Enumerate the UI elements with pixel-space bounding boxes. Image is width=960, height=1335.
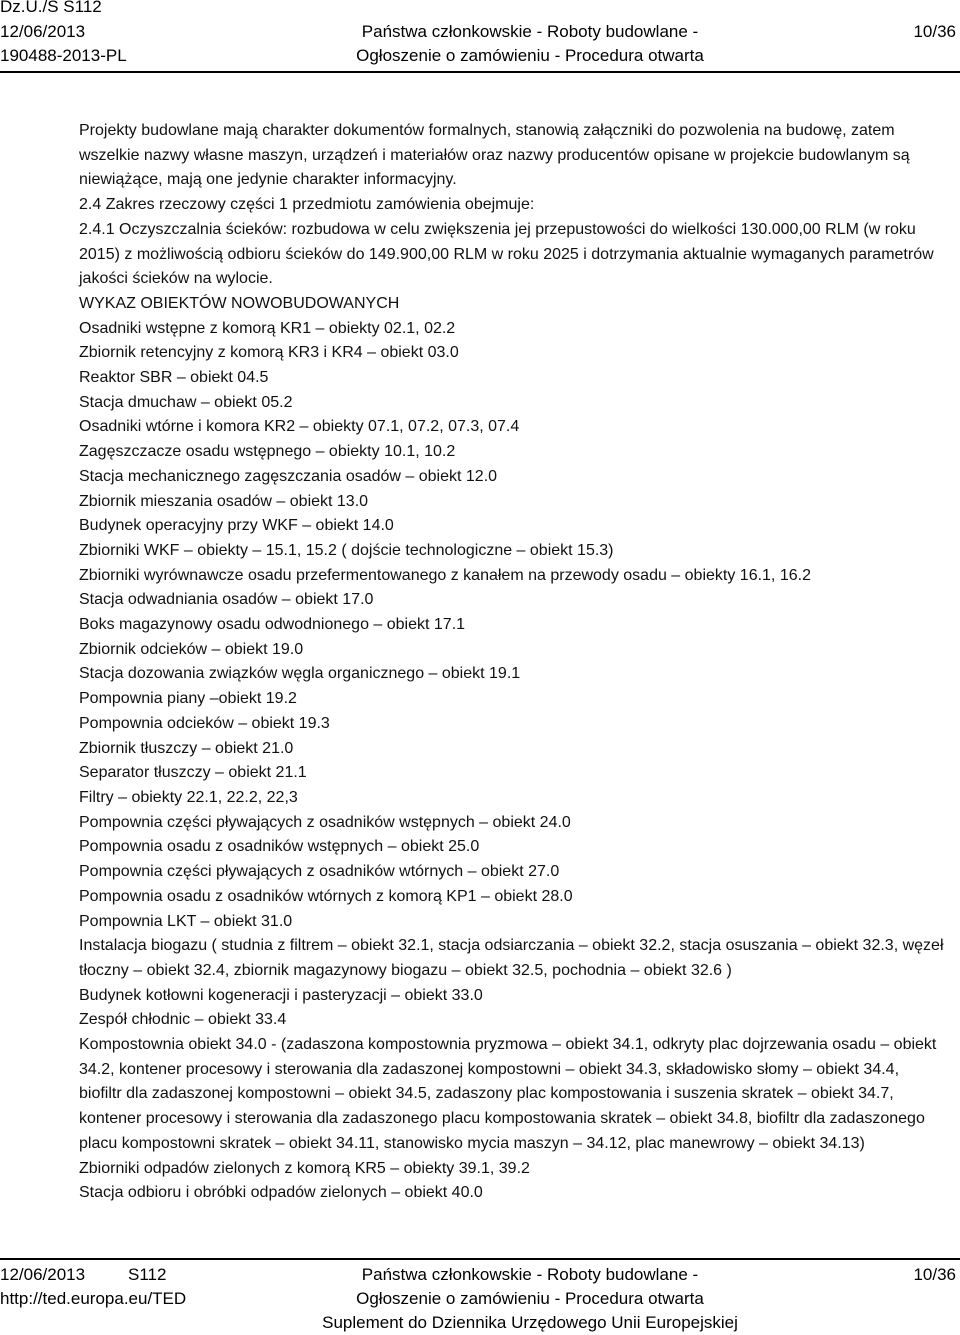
list-item: Instalacja biogazu ( studnia z filtrem – obiekt 32.1, stacja odsiarczania – obiekt 32.2, stacja osuszania – obiekt 32.3, węzeł tłoczny – obiekt 32.4, zbiornik magazynowy biogazu – obiekt 32.5, pochodnia – obiekt 32.6 ) [79, 937, 944, 979]
list-item: Kompostownia obiekt 34.0 - (zadaszona kompostownia pryzmowa – obiekt 34.1, odkryty plac dojrzewania osadu – obiekt 34.2, kontener procesowy i sterowania dla zadaszonej kompostowni – obiekt 34.3, składowisko słomy – obiekt 34.4, biofiltr dla zadaszonej kompostowni – obiekt 34.5, zadaszony plac kompostowania i suszenia skratek – obiekt 34.7, kontener procesowy i sterowania dla zadaszonego placu kompostowania skratek – obiekt 34.8, biofiltr dla zadaszonego placu kompostowni skratek – obiekt 34.11, stanowisko mycia maszyn – 34.12, plac manewrowy – obiekt 34.13) [79, 1036, 937, 1152]
list-item: Zbiornik odcieków – obiekt 19.0 [79, 640, 304, 658]
footer-series: S112 [128, 1265, 167, 1284]
footer-title-line1: Państwa członkowskie - Roboty budowlane - [361, 1265, 699, 1284]
footer-date: 12/06/2013 [0, 1265, 86, 1284]
header-title-line1: Państwa członkowskie - Roboty budowlane - [361, 22, 699, 41]
list-item: Pompownia części pływających z osadników wtórnych – obiekt 27.0 [79, 863, 560, 881]
list-item: Pompownia piany –obiekt 19.2 [79, 690, 297, 708]
list-item: Zbiornik tłuszczy – obiekt 21.0 [79, 739, 294, 757]
footer-title-line2: Ogłoszenie o zamówieniu - Procedura otwarta [356, 1289, 704, 1308]
list-heading: WYKAZ OBIEKTÓW NOWOBUDOWANYCH [79, 294, 400, 312]
list-item: Stacja dozowania związków węgla organicznego – obiekt 19.1 [79, 665, 521, 683]
subsection-paragraph: 2.4.1 Oczyszczalnia ścieków: rozbudowa w celu zwiększenia jej przepustowości do wielkości 130.000,00 RLM (w roku 2015) z możliwością odbioru ścieków do 149.900,00 RLM w roku 2025 i dotrzymania aktualnie wymaganych parametrów jakości ścieków na wylocie. [79, 220, 934, 288]
list-item: Stacja mechanicznego zagęszczania osadów – obiekt 12.0 [79, 467, 498, 485]
header-page-number: 10/36 [913, 22, 956, 41]
list-item: Budynek kotłowni kogeneracji i pasteryzacji – obiekt 33.0 [79, 986, 483, 1004]
section-heading: 2.4 Zakres rzeczowy części 1 przedmiotu zamówienia obejmuje: [79, 196, 535, 214]
footer-page-number: 10/36 [913, 1265, 956, 1284]
list-item: Separator tłuszczy – obiekt 21.1 [79, 764, 307, 782]
object-list [79, 317, 945, 1206]
list-item: Reaktor SBR – obiekt 04.5 [79, 369, 269, 387]
list-item: Pompownia LKT – obiekt 31.0 [79, 912, 293, 930]
header-rule [0, 71, 960, 73]
list-item: Zbiorniki WKF – obiekty – 15.1, 15.2 ( dojście technologiczne – obiekt 15.3) [79, 541, 614, 559]
list-item: Zbiorniki wyrównawcze osadu przefermentowanego z kanałem na przewody osadu – obiekty 16.1, 16.2 [79, 566, 811, 584]
journal-ref: Dz.U./S S112 [0, 0, 102, 16]
footer-url[interactable]: http://ted.europa.eu/TED [0, 1289, 187, 1308]
list-item: Zbiorniki odpadów zielonych z komorą KR5 – obiekty 39.1, 39.2 [79, 1159, 530, 1177]
header-date: 12/06/2013 [0, 22, 86, 41]
list-item: Budynek operacyjny przy WKF – obiekt 14.0 [79, 517, 394, 535]
list-item: Stacja dmuchaw – obiekt 05.2 [79, 393, 293, 411]
list-item: Osadniki wtórne i komora KR2 – obiekty 07.1, 07.2, 07.3, 07.4 [79, 418, 520, 436]
list-item: Pompownia osadu z osadników wtórnych z komorą KP1 – obiekt 28.0 [79, 887, 573, 905]
footer-rule [0, 1258, 960, 1260]
notice-number: 190488-2013-PL [0, 46, 127, 65]
list-item: Stacja odbioru i obróbki odpadów zielonych – obiekt 40.0 [79, 1184, 483, 1202]
document-body [79, 119, 945, 1206]
list-item: Zbiornik mieszania osadów – obiekt 13.0 [79, 492, 369, 510]
list-item: Boks magazynowy osadu odwodnionego – obiekt 17.1 [79, 616, 466, 634]
list-item: Pompownia odcieków – obiekt 19.3 [79, 714, 330, 732]
list-item: Zespół chłodnic – obiekt 33.4 [79, 1011, 287, 1029]
footer-supplement: Suplement do Dziennika Urzędowego Unii Europejskiej [322, 1313, 738, 1332]
list-item: Pompownia części pływających z osadników wstępnych – obiekt 24.0 [79, 813, 571, 831]
list-item: Zbiornik retencyjny z komorą KR3 i KR4 – obiekt 03.0 [79, 344, 459, 362]
intro-paragraph: Projekty budowlane mają charakter dokumentów formalnych, stanowią załączniki do pozwolenia na budowę, zatem wszelkie nazwy własne maszyn, urządzeń i materiałów oraz nazwy producentów opisane w projekcie budowlanym są niewiążące, mają one jedynie charakter informacyjny. [79, 122, 910, 189]
header-title-line2: Ogłoszenie o zamówieniu - Procedura otwarta [356, 46, 704, 65]
list-item: Filtry – obiekty 22.1, 22.2, 22,3 [79, 788, 298, 806]
list-item: Pompownia osadu z osadników wstępnych – obiekt 25.0 [79, 838, 480, 856]
list-item: Osadniki wstępne z komorą KR1 – obiekty 02.1, 02.2 [79, 319, 456, 337]
list-item: Zagęszczacze osadu wstępnego – obiekty 10.1, 10.2 [79, 443, 456, 461]
list-item: Stacja odwadniania osadów – obiekt 17.0 [79, 591, 374, 609]
